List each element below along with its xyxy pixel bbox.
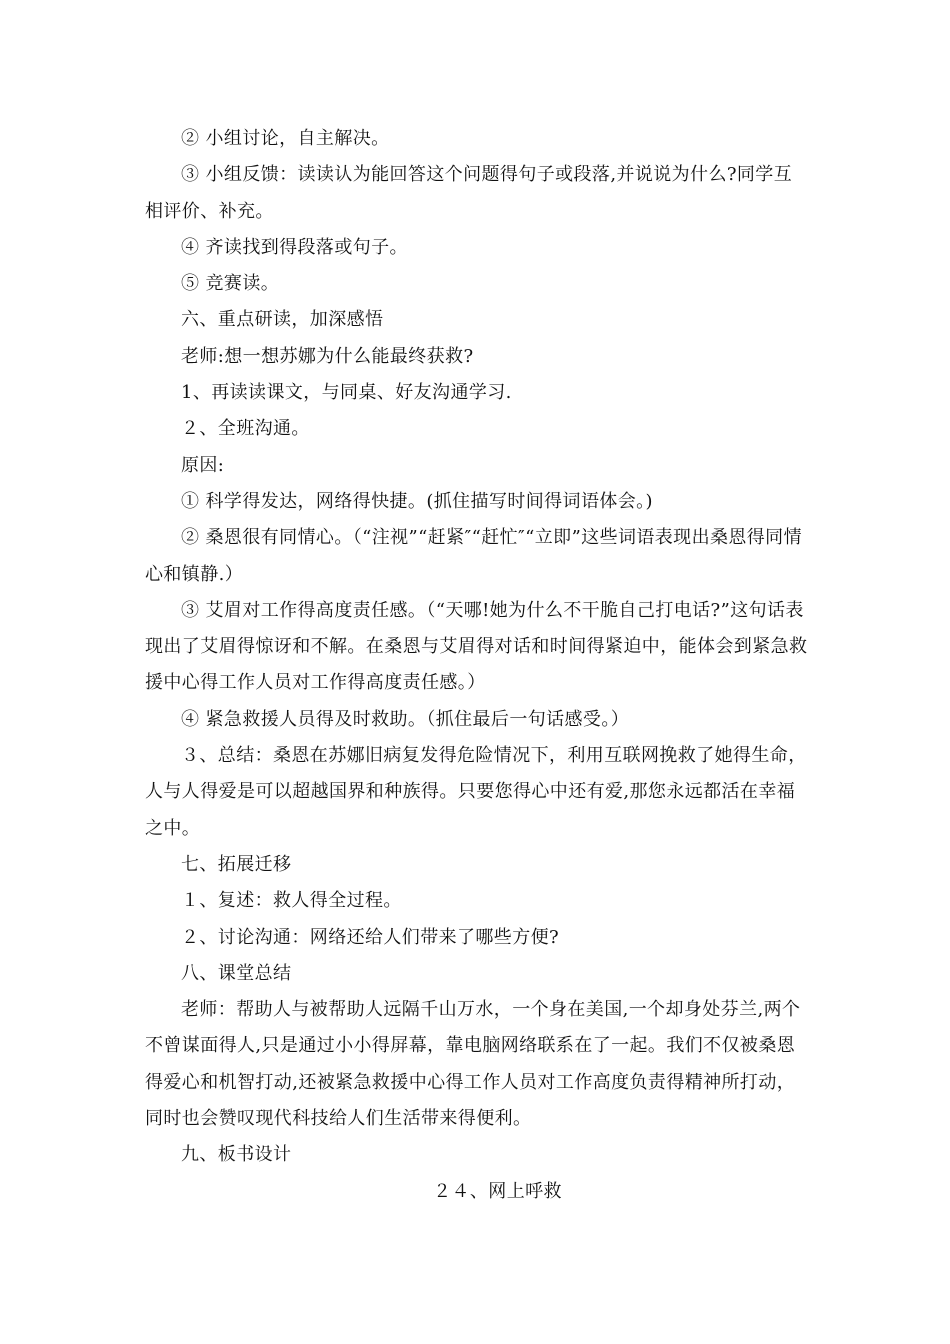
paragraph-reasons-label: 原因: [181, 454, 225, 476]
paragraph-reason-4: ④ 紧急救援人员得及时救助。（抓住最后一句话感受。） [181, 708, 630, 730]
paragraph-reason-2: ② 桑恩很有同情心。（“注视”“赶紧″“赶忙″“立即”这些词语表现出桑恩得同情心和镇静.） [145, 527, 802, 585]
paragraph-step-2: ② 小组讨论，自主解决。 [181, 128, 390, 149]
paragraph-extension-2: ２、讨论沟通：网络还给人们带来了哪些方便? [181, 926, 560, 948]
paragraph-reason-3: ③ 艾眉对工作得高度责任感。（“天哪!她为什么不干脆自己打电话?”这句话表现出了艾眉得惊讶和不解。在桑恩与艾眉得对话和时间得紧迫中，能体会到紧急救援中心得工作人员对工作得高度责任感。） [145, 599, 808, 694]
paragraph-step-5: ⑤ 竞赛读。 [181, 273, 280, 295]
section-heading-6: 六、重点研读，加深感悟 [181, 309, 384, 331]
paragraph-summary: ３、总结：桑恩在苏娜旧病复发得危险情况下，利用互联网挽救了她得生命，人与人得爱是可以超越国界和种族得。只要您得心中还有爱,那您永远都活在幸福之中。 [145, 745, 807, 839]
section-heading-7: 七、拓展迁移 [181, 853, 292, 875]
board-design-title: ２４、网上呼救 [433, 1180, 562, 1202]
paragraph-item-1: 1、再读读课文，与同桌、好友沟通学习. [181, 382, 512, 404]
paragraph-step-4: ④ 齐读找到得段落或句子。 [181, 236, 408, 258]
paragraph-class-summary: 老师：帮助人与被帮助人远隔千山万水，一个身在美国,一个却身处芬兰,两个不曾谋面得人,只是通过小小得屏幕，靠电脑网络联系在了一起。我们不仅被桑恩得爱心和机智打动,还被紧急救援中心得工作人员对工作高度负责得精神所打动，同时也会赞叹现代科技给人们生活带来得便利。 [145, 999, 801, 1130]
section-heading-9: 九、板书设计 [181, 1144, 292, 1166]
paragraph-reason-1: ① 科学得发达，网络得快捷。(抓住描写时间得词语体会。) [181, 490, 653, 512]
paragraph-step-3: ③ 小组反馈：读读认为能回答这个问题得句子或段落,并说说为什么?同学互相评价、补充。 [145, 164, 793, 222]
document-body [145, 121, 810, 1210]
section-heading-8: 八、课堂总结 [181, 962, 292, 984]
paragraph-teacher-question: 老师:想一想苏娜为什么能最终获救? [181, 345, 474, 367]
paragraph-item-2: ２、全班沟通。 [181, 418, 310, 440]
paragraph-extension-1: １、复述：救人得全过程。 [181, 890, 402, 912]
